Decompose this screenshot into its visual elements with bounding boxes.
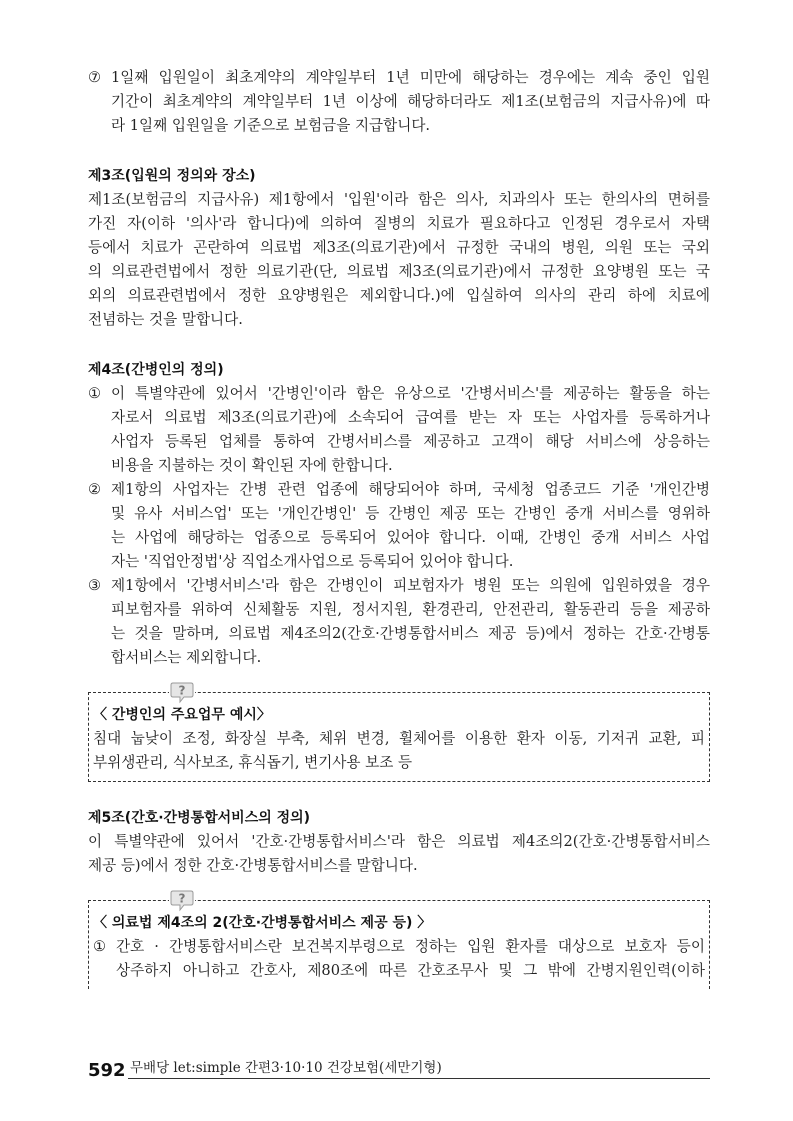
svg-text:?: ? <box>178 891 186 906</box>
text-line: 및 유사 서비스업' 또는 '개인간병인' 등 간병인 제공 또는 간병인 중개 서비스를 영위하 <box>111 505 710 522</box>
text-line: 제1항의 사업자는 간병 관련 업종에 해당되어야 하며, 국세청 업종코드 기준 '개인간병 <box>111 481 710 498</box>
text-line: 는 것을 말하며, 의료법 제4조의2(간호·간병통합서비스 제공 등)에서 정하는 간호·간병통 <box>111 625 710 642</box>
text-line: 합서비스는 제외합니다. <box>111 649 262 666</box>
box-title: 〈 간병인의 주요업무 예시〉 <box>93 707 271 723</box>
text-line: 기간이 최초계약의 계약일부터 1년 이상에 해당하더라도 제1조(보험금의 지급사유)에 따 <box>111 93 710 110</box>
text-line: 1일째 입원일이 최초계약의 계약일부터 1년 미만에 해당하는 경우에는 계속 중인 입원 <box>111 69 710 86</box>
svg-text:?: ? <box>178 683 186 698</box>
article-4-heading: 제4조(간병인의 정의) <box>88 362 224 378</box>
article-3-heading: 제3조(입원의 정의와 장소) <box>88 168 256 184</box>
text-line: 제공 등)에서 정한 간호·간병통합서비스를 말합니다. <box>88 857 418 874</box>
article-3-body <box>88 188 710 332</box>
article-5-heading: 제5조(간호·간병통합서비스의 정의) <box>88 810 311 826</box>
text-line: 제1조(보험금의 지급사유) 제1항에서 '입원'이라 함은 의사, 치과의사 또는 한의사의 면허를 <box>88 191 710 208</box>
document-title: 무배당 let:simple 간편3·10·10 건강보험(세만기형) <box>130 1060 442 1076</box>
clause-item-3 <box>88 574 710 670</box>
text-line: 라 1일째 입원일을 기준으로 보험금을 지급합니다. <box>111 117 431 134</box>
text-line: 피보험자를 위하여 신체활동 지원, 정서지원, 환경관리, 안전관리, 활동관리 등을 제공하 <box>111 601 710 618</box>
text-line: 이 특별약관에 있어서 '간호·간병통합서비스'라 함은 의료법 제4조의2(간호·간병통합서비스 <box>88 833 710 850</box>
item-number: ① <box>88 385 102 402</box>
law-excerpt-box <box>88 891 710 989</box>
question-icon <box>169 680 195 704</box>
text-line: 간호 · 간병통합서비스란 보건복지부령으로 정하는 입원 환자를 대상으로 보호자 등이 <box>116 938 705 955</box>
clause-item-2 <box>88 478 710 574</box>
text-line: 의 의료관련법에서 정한 의료기관(단, 의료법 제3조(의료기관)에서 규정한 요양병원 또는 국 <box>88 263 710 280</box>
article-5-body <box>88 830 710 878</box>
text-line: 자는 '직업안정법'상 직업소개사업으로 등록되어 있어야 합니다. <box>111 553 514 570</box>
text-line: 이 특별약관에 있어서 '간병인'이라 함은 유상으로 '간병서비스'를 제공하는 활동을 하는 <box>111 385 710 402</box>
clause-item-1 <box>88 382 710 478</box>
footer-divider <box>128 1078 710 1079</box>
text-line: 는 사업에 해당하는 업종으로 등록되어 있어야 합니다. 이때, 간병인 중개 서비스 사업 <box>111 529 710 546</box>
box-title: 〈 의료법 제4조의 2(간호·간병통합서비스 제공 등) 〉 <box>93 915 432 931</box>
item-number: ② <box>88 481 102 498</box>
text-line: 비용을 지불하는 것이 확인된 자에 한합니다. <box>111 457 393 474</box>
text-line: 부위생관리, 식사보조, 휴식돕기, 변기사용 보조 등 <box>93 754 413 771</box>
text-line: 전념하는 것을 말합니다. <box>88 311 243 328</box>
clause-item-1 <box>93 935 705 983</box>
item-number: ③ <box>88 577 102 594</box>
page-number: 592 <box>88 1060 126 1081</box>
page-content <box>88 66 710 989</box>
text-line: 자로서 의료법 제3조(의료기관)에 소속되어 급여를 받는 자 또는 사업자를 등록하거나 <box>111 409 710 426</box>
text-line: 제1항에서 '간병서비스'라 함은 간병인이 피보험자가 병원 또는 의원에 입원하였을 경우 <box>111 577 710 594</box>
clause-item-7 <box>88 66 710 138</box>
question-icon <box>169 888 195 912</box>
item-number: ⑦ <box>88 69 102 86</box>
text-line: 침대 눕낮이 조정, 화장실 부축, 체위 변경, 휠체어를 이용한 환자 이동, 기저귀 교환, 피 <box>93 730 705 747</box>
item-number: ① <box>93 938 107 955</box>
page-footer <box>88 1056 710 1086</box>
text-line: 외의 의료관련법에서 정한 요양병원은 제외합니다.)에 입실하여 의사의 관리 하에 치료에 <box>88 287 710 304</box>
text-line: 사업자 등록된 업체를 통하여 간병서비스를 제공하고 고객이 해당 서비스에 상응하는 <box>111 433 710 450</box>
text-line: 등에서 치료가 곤란하여 의료법 제3조(의료기관)에서 규정한 국내의 병원, 의원 또는 국외 <box>88 239 710 256</box>
text-line: 상주하지 아니하고 간호사, 제80조에 따른 간호조무사 및 그 밖에 간병지원인력(이하 <box>116 962 705 979</box>
text-line: 가진 자(이하 '의사'라 합니다)에 의하여 질병의 치료가 필요하다고 인정된 경우로서 자택 <box>88 215 710 232</box>
example-box <box>88 683 710 782</box>
